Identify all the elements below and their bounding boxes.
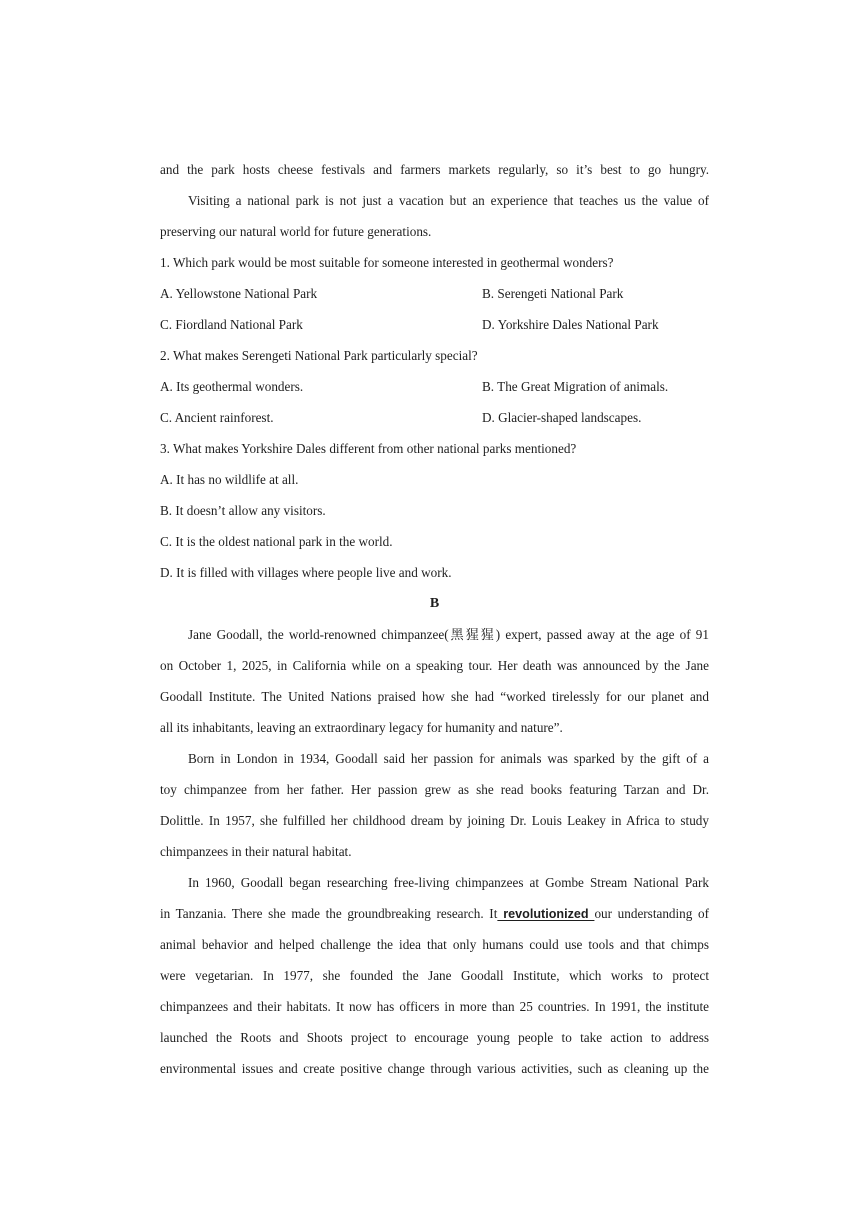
question-3-option-b: B. It doesn’t allow any visitors. — [160, 503, 326, 518]
question-2-option-b: B. The Great Migration of animals. — [482, 379, 669, 394]
section-b-p2-line: Dolittle. In 1957, she fulfilled her childhood dream by joining Dr. Louis Leakey in Africa to study — [160, 813, 709, 828]
passage-a-closing-line: Visiting a national park is not just a vacation but an experience that teaches us the value of — [188, 193, 709, 208]
passage-a-closing-line: preserving our natural world for future generations. — [160, 224, 432, 239]
section-b-p3-line: In 1960, Goodall began researching free-living chimpanzees at Gombe Stream National Park — [188, 875, 709, 890]
section-b-p3-text-after: our understanding of — [594, 906, 709, 921]
question-3-option-a: A. It has no wildlife at all. — [160, 472, 299, 487]
section-b-p3-line: were vegetarian. In 1977, she founded the Jane Goodall Institute, which works to protect — [160, 968, 709, 983]
underlined-word-revolutionized: revolutionized — [497, 907, 595, 921]
exam-page — [160, 154, 709, 1084]
question-2-option-a: A. Its geothermal wonders. — [160, 379, 304, 394]
question-1-options-row-2 — [160, 309, 709, 340]
question-1-stem: 1. Which park would be most suitable for someone interested in geothermal wonders? — [160, 255, 614, 270]
section-b-p1-line: on October 1, 2025, in California while on a speaking tour. Her death was announced by the Jane — [160, 658, 709, 673]
question-1-option-b: B. Serengeti National Park — [482, 286, 624, 301]
question-2-option-d: D. Glacier-shaped landscapes. — [482, 410, 642, 425]
question-3-option-d: D. It is filled with villages where people live and work. — [160, 565, 452, 580]
section-b-p2-line: Born in London in 1934, Goodall said her passion for animals was sparked by the gift of a — [188, 751, 709, 766]
section-b-p3-line: environmental issues and create positive change through various activities, such as cleaning up the — [160, 1061, 709, 1076]
question-1-option-a: A. Yellowstone National Park — [160, 286, 318, 301]
question-2-options-row-2 — [160, 402, 709, 433]
section-b-p1-line: all its inhabitants, leaving an extraordinary legacy for humanity and nature”. — [160, 720, 563, 735]
section-b-p3-text-before: in Tanzania. There she made the groundbreaking research. It — [160, 906, 498, 921]
question-3-stem: 3. What makes Yorkshire Dales different from other national parks mentioned? — [160, 441, 577, 456]
section-b-title: B — [429, 596, 440, 611]
passage-a-line: and the park hosts cheese festivals and farmers markets regularly, so it’s best to go hungry. — [160, 162, 709, 177]
section-b-p1-line: Jane Goodall, the world-renowned chimpanzee(黑猩猩) expert, passed away at the age of 91 — [188, 627, 709, 642]
question-3-option-c: C. It is the oldest national park in the world. — [160, 534, 393, 549]
section-b-p1-line: Goodall Institute. The United Nations praised how she had “worked tirelessly for our planet and — [160, 689, 709, 704]
section-b-p2-line: chimpanzees in their natural habitat. — [160, 844, 352, 859]
question-1-options-row-1 — [160, 278, 709, 309]
question-2-stem: 2. What makes Serengeti National Park particularly special? — [160, 348, 478, 363]
section-b-p3-line: launched the Roots and Shoots project to encourage young people to take action to address — [160, 1030, 709, 1045]
section-b-p2-line: toy chimpanzee from her father. Her passion grew as she read books featuring Tarzan and Dr. — [160, 782, 709, 797]
question-2-options-row-1 — [160, 371, 709, 402]
section-b-p3-line: chimpanzees and their habitats. It now has officers in more than 25 countries. In 1991, the institute — [160, 999, 709, 1014]
question-2-option-c: C. Ancient rainforest. — [160, 410, 274, 425]
question-1-option-d: D. Yorkshire Dales National Park — [482, 317, 659, 332]
question-1-option-c: C. Fiordland National Park — [160, 317, 303, 332]
section-b-p3-line-with-underline — [160, 898, 709, 929]
section-b-p3-line: animal behavior and helped challenge the idea that only humans could use tools and that chimps — [160, 937, 709, 952]
